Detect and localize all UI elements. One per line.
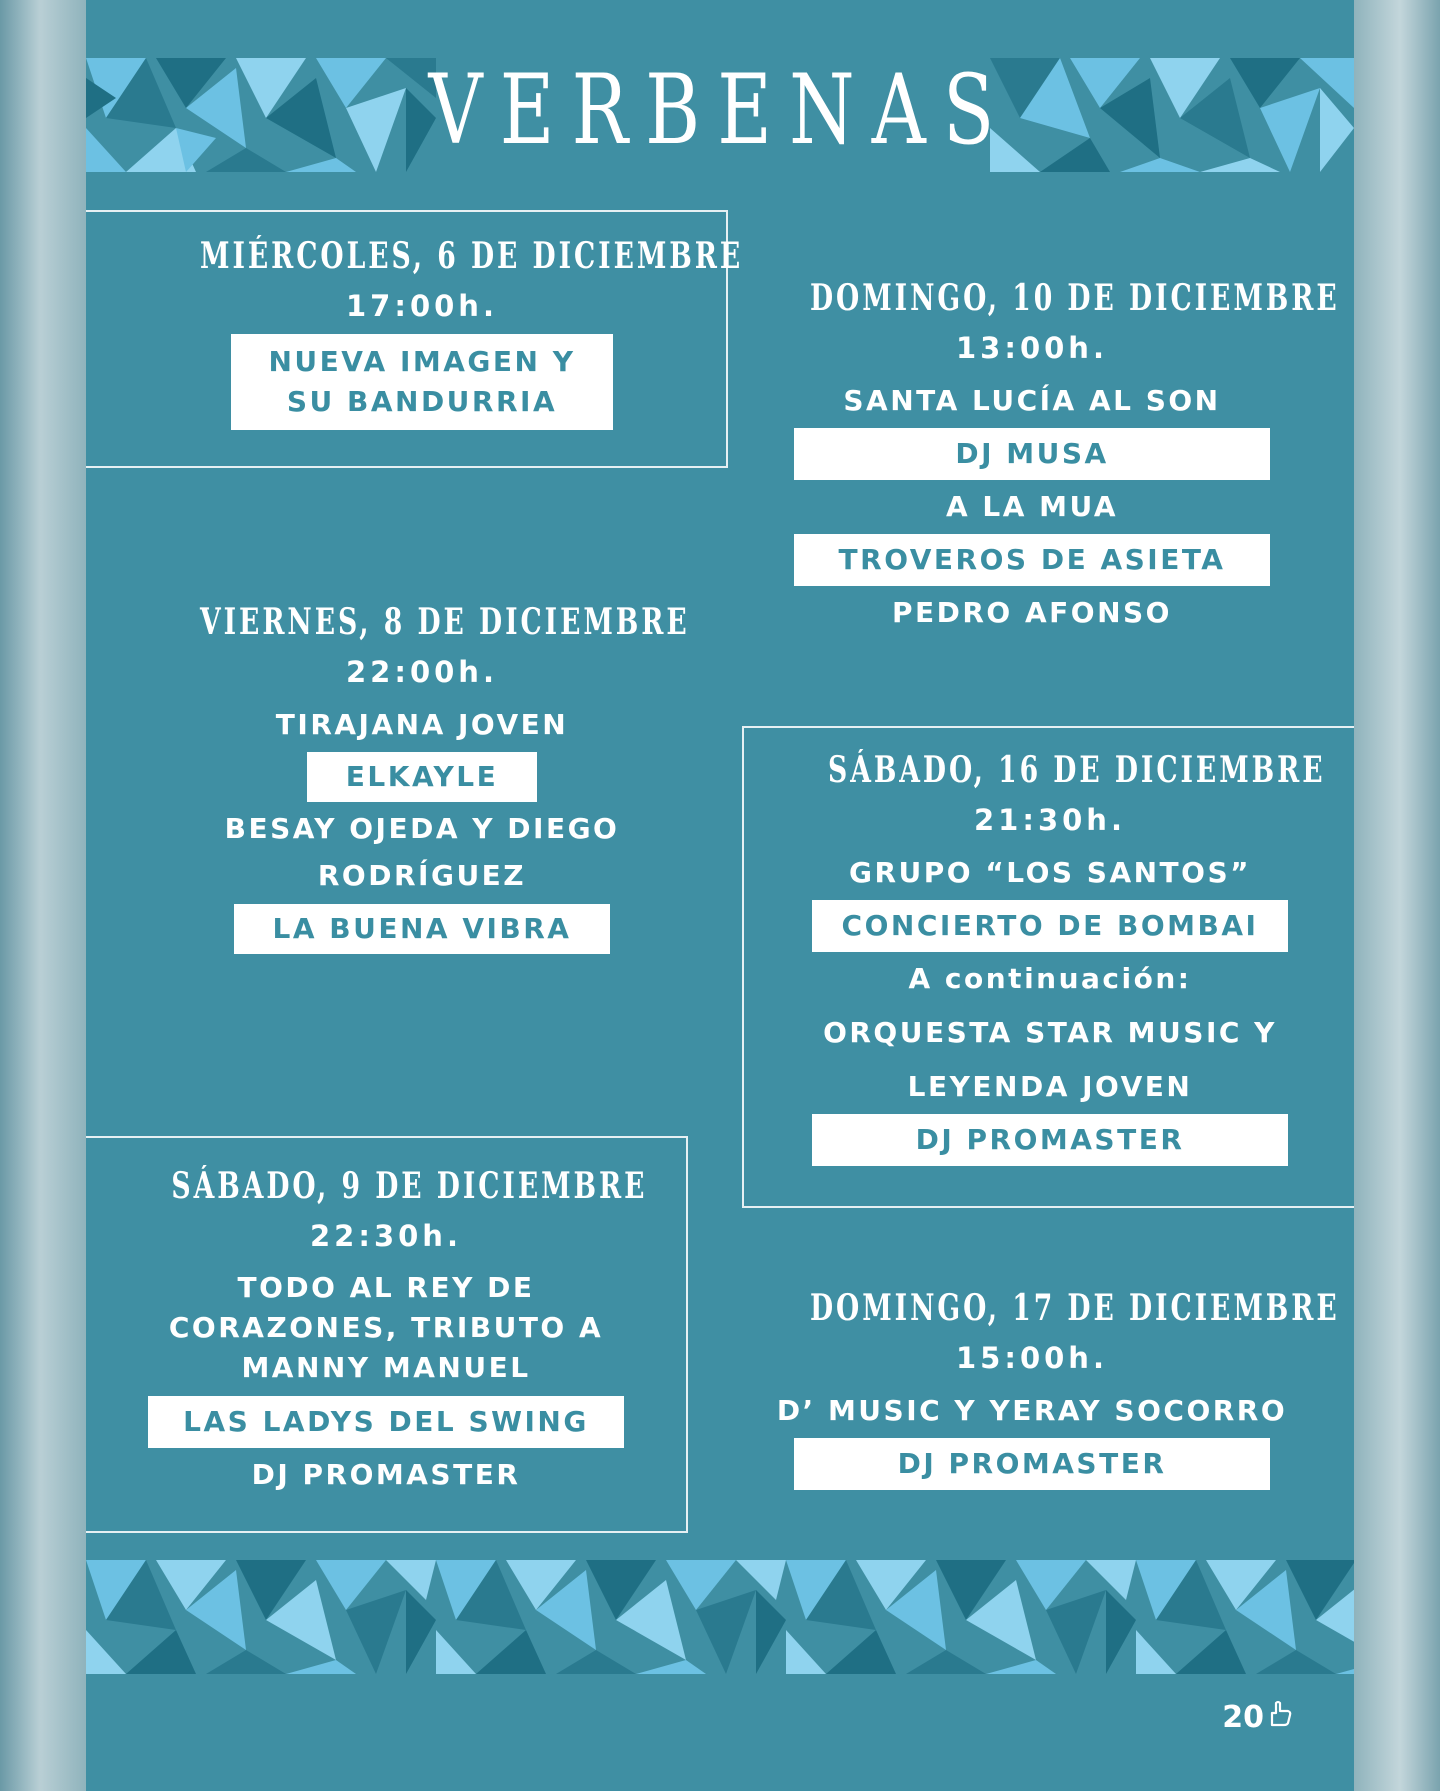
event-line: ORQUESTA STAR MUSIC Y (823, 1016, 1277, 1049)
page-number: 20 (1222, 1699, 1264, 1735)
event-box: ELKAYLE (307, 752, 537, 802)
event-box: TROVEROS DE ASIETA (794, 534, 1270, 586)
event-box (231, 334, 613, 430)
event-box: DJ PROMASTER (794, 1438, 1270, 1490)
event-time: 22:00h. (346, 655, 498, 689)
event-day: SÁBADO, 9 DE DICIEMBRE (171, 1165, 648, 1207)
event-line: D’ MUSIC Y YERAY SOCORRO (776, 1394, 1288, 1427)
footer-logo (1222, 1699, 1294, 1735)
event-line: DJ PROMASTER (251, 1458, 521, 1491)
event-sabado-9 (96, 1162, 676, 1502)
event-domingo-10 (732, 274, 1340, 640)
event-box: LAS LADYS DEL SWING (148, 1396, 624, 1448)
event-line: RODRÍGUEZ (317, 859, 527, 892)
event-box: LA BUENA VIBRA (234, 904, 610, 954)
event-sabado-16 (750, 746, 1350, 1166)
event-box-line-2: SU BANDURRIA (286, 385, 558, 418)
event-box-line-1: NUEVA IMAGEN Y (268, 345, 576, 378)
event-line: LEYENDA JOVEN (907, 1070, 1193, 1103)
mosaic-bottom (86, 1560, 1354, 1674)
event-box: CONCIERTO DE BOMBAI (812, 900, 1288, 952)
event-domingo-17 (732, 1284, 1340, 1490)
event-line: GRUPO “LOS SANTOS” (848, 856, 1252, 889)
event-day: DOMINGO, 10 DE DICIEMBRE (810, 277, 1340, 319)
event-line: BESAY OJEDA Y DIEGO (224, 812, 620, 845)
event-box: DJ PROMASTER (812, 1114, 1288, 1166)
event-day: MIÉRCOLES, 6 DE DICIEMBRE (200, 235, 744, 277)
event-line: MANNY MANUEL (241, 1351, 531, 1384)
event-line: CORAZONES, TRIBUTO A (168, 1311, 604, 1344)
event-line: A continuación: (908, 962, 1192, 995)
event-viernes-8 (122, 598, 722, 954)
event-miercoles-6 (122, 232, 744, 430)
event-line: PEDRO AFONSO (891, 596, 1172, 629)
event-time: 21:30h. (974, 803, 1126, 837)
event-time: 15:00h. (956, 1341, 1108, 1375)
event-line: A LA MUA (945, 490, 1119, 523)
event-time: 22:30h. (310, 1219, 462, 1253)
poster (86, 0, 1354, 1791)
event-day: VIERNES, 8 DE DICIEMBRE (200, 601, 690, 643)
page-title: VERBENAS (428, 54, 1012, 166)
event-day: SÁBADO, 16 DE DICIEMBRE (828, 749, 1326, 791)
event-line: SANTA LUCÍA AL SON (843, 384, 1221, 417)
event-day: DOMINGO, 17 DE DICIEMBRE (810, 1287, 1340, 1329)
event-time: 17:00h. (346, 289, 498, 323)
event-line: TODO AL REY DE (237, 1271, 535, 1304)
hand-pointing-icon (1266, 1699, 1294, 1735)
event-time: 13:00h. (956, 331, 1108, 365)
event-line: TIRAJANA JOVEN (275, 708, 569, 741)
event-box: DJ MUSA (794, 428, 1270, 480)
